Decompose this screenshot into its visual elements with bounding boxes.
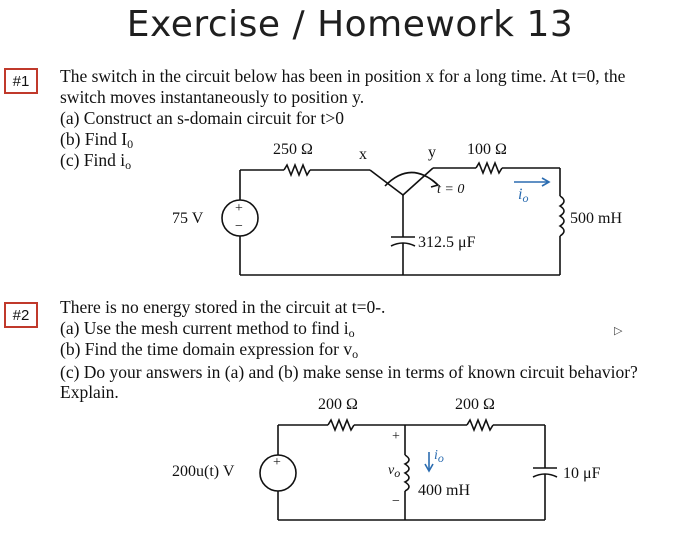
page-title: Exercise / Homework 13 xyxy=(126,4,574,45)
c2-inductor-icon xyxy=(405,455,409,491)
c1-capacitor-label: 312.5 μF xyxy=(418,234,476,251)
problem-1-line-2: switch moves instantaneously to position y. xyxy=(60,87,365,107)
part-b-subscript: 0 xyxy=(127,137,134,151)
c2-current-text: i xyxy=(434,448,438,463)
c2-vo-text: v xyxy=(388,463,395,478)
c1-switch-time-label: t = 0 xyxy=(437,182,465,197)
c1-r2-label: 100 Ω xyxy=(467,141,507,158)
c1-pos-x-label: x xyxy=(359,146,367,163)
problem-2-part-c-line-1: (c) Do your answers in (a) and (b) make sense in terms of known circuit behavior? xyxy=(60,362,638,382)
c2-current-label xyxy=(434,448,444,466)
mouse-cursor-icon: ▷ xyxy=(614,324,623,337)
c2-capacitor-label: 10 μF xyxy=(563,465,601,482)
p2-part-b-text: (b) Find the time domain expression for v xyxy=(60,339,353,359)
part-b-text: (b) Find I xyxy=(60,129,128,149)
problem-2-part-c-line-2: Explain. xyxy=(60,382,119,402)
c2-current-subscript: o xyxy=(437,451,444,465)
problem-1-part-a: (a) Construct an s-domain circuit for t>0 xyxy=(60,108,344,128)
problem-2-line-1: There is no energy stored in the circuit at t=0-. xyxy=(60,297,386,317)
problem-1-line-1: The switch in the circuit below has been in position x for a long time. At t=0, the xyxy=(60,66,626,86)
part-c-subscript: o xyxy=(125,158,132,172)
problem-2-badge: #2 xyxy=(4,302,38,328)
c2-vo-subscript: o xyxy=(394,466,401,480)
p2-part-b-subscript: o xyxy=(352,347,359,361)
c1-source-plus: + xyxy=(235,201,243,216)
c2-resistor-2-icon xyxy=(467,420,493,430)
c2-resistor-1-icon xyxy=(328,420,354,430)
c1-current-subscript: o xyxy=(522,191,529,205)
problem-1-badge: #1 xyxy=(4,68,38,94)
c2-inductor-label: 400 mH xyxy=(418,482,470,499)
c2-r2-label: 200 Ω xyxy=(455,396,495,413)
c1-source-minus: − xyxy=(235,219,243,234)
p2-part-a-subscript: o xyxy=(348,326,355,340)
c1-current-text: i xyxy=(518,186,523,203)
c2-source-plus: + xyxy=(273,455,281,470)
c2-vo-label xyxy=(388,463,400,481)
c1-source-label: 75 V xyxy=(172,210,204,227)
c1-inductor-label: 500 mH xyxy=(570,210,622,227)
c2-vo-minus: − xyxy=(392,494,400,509)
c1-pos-y-label: y xyxy=(428,144,436,161)
c2-vo-plus: + xyxy=(392,429,400,444)
part-c-text: (c) Find i xyxy=(60,150,126,170)
p2-part-a-text: (a) Use the mesh current method to find i xyxy=(60,318,349,338)
c2-r1-label: 200 Ω xyxy=(318,396,358,413)
c2-source-label: 200u(t) V xyxy=(172,463,235,480)
c1-r1-label: 250 Ω xyxy=(273,141,313,158)
